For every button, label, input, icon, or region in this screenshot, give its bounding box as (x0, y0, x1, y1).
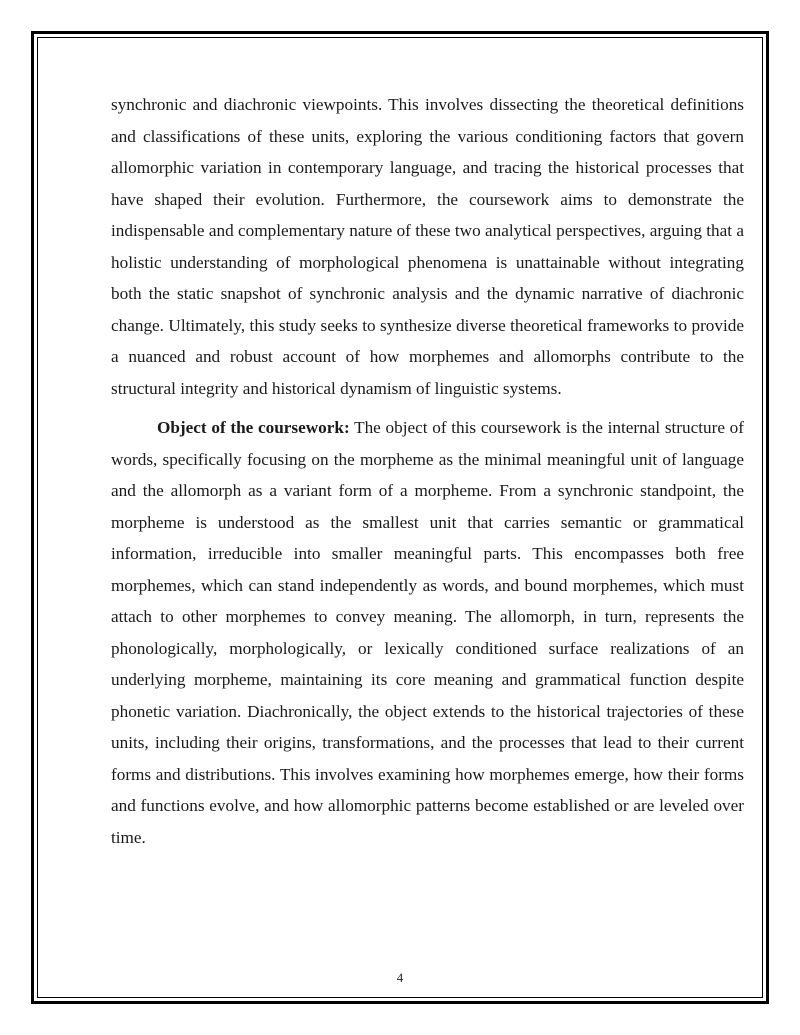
page-number: 4 (396, 970, 404, 985)
document-body (111, 89, 744, 853)
paragraph-object (111, 412, 744, 853)
paragraph-continuation: synchronic and diachronic viewpoints. This involves dissecting the theoretical definitions and classifications of these units, exploring the various conditioning factors that govern allomorphic variation in contemporary language, and tracing the historical processes that have shaped their evolution. Furthermore, the coursework aims to demonstrate the indispensable and complementary nature of these two analytical perspectives, arguing that a holistic understanding of morphological phenomena is unattainable without integrating both the static snapshot of synchronic analysis and the dynamic narrative of diachronic change. Ultimately, this study seeks to synthesize diverse theoretical frameworks to provide a nuanced and robust account of how morphemes and allomorphs contribute to the structural integrity and historical dynamism of linguistic systems. (111, 95, 744, 398)
paragraph-gap (111, 404, 744, 412)
paragraph-object-body: The object of this coursework is the internal structure of words, specifically focusing on the morpheme as the minimal meaningful unit of language and the allomorph as a variant form of a morpheme. From a synchronic standpoint, the morpheme is understood as the smallest unit that carries semantic or grammatical information, irreducible into smaller meaningful parts. This encompasses both free morphemes, which can stand independently as words, and bound morphemes, which must attach to other morphemes to convey meaning. The allomorph, in turn, represents the phonologically, morphologically, or lexically conditioned surface realizations of an underlying morpheme, maintaining its core meaning and grammatical function despite phonetic variation. Diachronically, the object extends to the historical trajectories of these units, including their origins, transformations, and the processes that lead to their current forms and distributions. This involves examining how morphemes emerge, how their forms and functions evolve, and how allomorphic patterns become established or are leveled over time. (111, 418, 744, 847)
section-heading-object: Object of the coursework: (157, 418, 350, 437)
